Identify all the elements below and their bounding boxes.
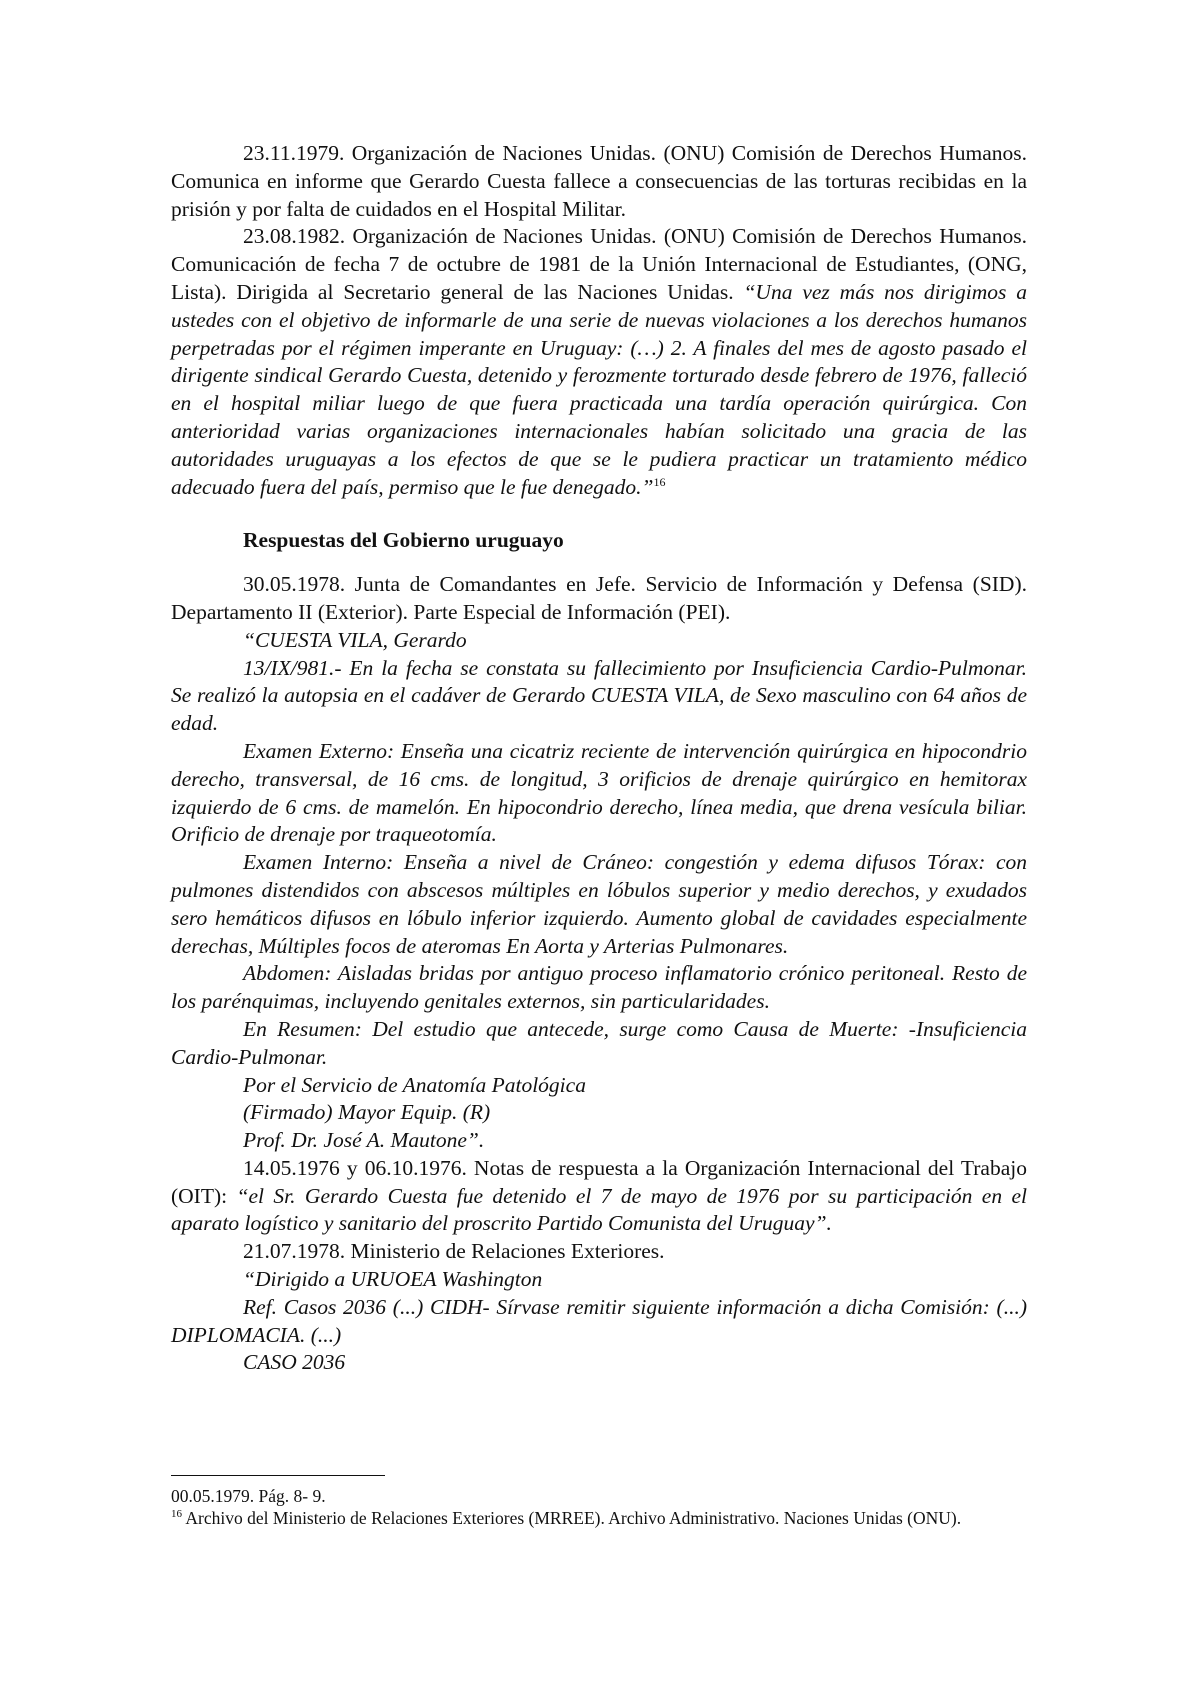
document-body bbox=[171, 140, 1027, 1377]
footnote-16 bbox=[171, 1507, 1027, 1529]
paragraph-p13 bbox=[171, 1155, 1027, 1238]
paragraph-p2 bbox=[171, 223, 1027, 501]
paragraph-p3 bbox=[171, 571, 1027, 627]
paragraph-p12 bbox=[171, 1127, 1027, 1155]
footnote-separator bbox=[171, 1475, 385, 1476]
paragraph-p8 bbox=[171, 960, 1027, 1016]
paragraph-p4 bbox=[171, 627, 1027, 655]
body-text: 21.07.1978. Ministerio de Relaciones Exteriores. bbox=[243, 1239, 665, 1264]
paragraph-p15 bbox=[171, 1266, 1027, 1294]
footnote-16-text: Archivo del Ministerio de Relaciones Exteriores (MRREE). Archivo Administrativo. Naciones Unidas (ONU). bbox=[185, 1508, 962, 1528]
paragraph-p1 bbox=[171, 140, 1027, 223]
quoted-text: Prof. Dr. José A. Mautone”. bbox=[243, 1128, 485, 1153]
paragraph-p17 bbox=[171, 1349, 1027, 1377]
quoted-text: Examen Interno: Enseña a nivel de Cráneo: congestión y edema difusos Tórax: con pulmones distendidos con abscesos múltiples en lóbulos superior y medio derechos, y exudados sero hemáticos difusos en lóbulo inferior izquierdo. Aumento global de cavidades especialmente derechas, Múltiples focos de ateromas En Aorta y Arterias Pulmonares. bbox=[171, 850, 1027, 958]
quoted-text: CASO 2036 bbox=[243, 1350, 346, 1375]
quoted-text: Abdomen: Aisladas bridas por antiguo proceso inflamatorio crónico peritoneal. Resto de los parénquimas, incluyendo genitales externos, sin particularidades. bbox=[171, 961, 1027, 1014]
body-text: 14.05.1976 y 06.10.1976. Notas de respuesta a la Organización Internacional del Trabajo (OIT): bbox=[171, 1155, 1027, 1208]
quoted-text: Por el Servicio de Anatomía Patológica bbox=[243, 1072, 586, 1097]
paragraph-p9 bbox=[171, 1016, 1027, 1072]
quoted-text: “Dirigido a URUOEA Washington bbox=[243, 1267, 543, 1292]
paragraph-p7 bbox=[171, 849, 1027, 960]
footnotes bbox=[171, 1485, 1027, 1529]
paragraph-p14 bbox=[171, 1238, 1027, 1266]
quoted-text: Ref. Casos 2036 (...) CIDH- Sírvase remitir siguiente información a dicha Comisión: (...) DIPLOMACIA. (...) bbox=[171, 1294, 1027, 1347]
footnote-16-marker: 16 bbox=[171, 1508, 182, 1521]
paragraph-p16 bbox=[171, 1294, 1027, 1350]
body-text: 23.08.1982. Organización de Naciones Unidas. (ONU) Comisión de Derechos Humanos. Comunicación de fecha 7 de octubre de 1981 de la Unión Internacional de Estudiantes, (ONG, Lista). Dirigida al Secretario general de las Naciones Unidas. bbox=[171, 224, 1027, 304]
paragraph-p10 bbox=[171, 1072, 1027, 1100]
section-heading bbox=[243, 527, 1027, 555]
quoted-text: Examen Externo: Enseña una cicatriz reciente de intervención quirúrgica en hipocondrio derecho, transversal, de 16 cms. de longitud, 3 orificios de drenaje quirúrgico en hemitorax izquierdo de 6 cms. de mamelón. En hipocondrio derecho, línea media, que drena vesícula biliar. Orificio de drenaje por traqueotomía. bbox=[171, 738, 1027, 847]
quoted-text: “CUESTA VILA, Gerardo bbox=[243, 627, 467, 652]
body-text: 23.11.1979. Organización de Naciones Unidas. (ONU) Comisión de Derechos Humanos. Comunica en informe que Gerardo Cuesta fallece a consecuencias de las torturas recibidas en la prisión y por falta de cuidados en el Hospital Militar. bbox=[171, 141, 1027, 221]
quoted-text: (Firmado) Mayor Equip. (R) bbox=[243, 1100, 491, 1125]
paragraph-p11 bbox=[171, 1099, 1027, 1127]
paragraph-p6 bbox=[171, 738, 1027, 849]
quoted-text: “el Sr. Gerardo Cuesta fue detenido el 7 de mayo de 1976 por su participación en el aparato logístico y sanitario del proscrito Partido Comunista del Uruguay”. bbox=[171, 1183, 1027, 1236]
body-text: 30.05.1978. Junta de Comandantes en Jefe. Servicio de Información y Defensa (SID). Departamento II (Exterior). Parte Especial de Información (PEI). bbox=[171, 572, 1027, 624]
paragraph-p5 bbox=[171, 655, 1027, 738]
footnote-continued: 00.05.1979. Pág. 8- 9. bbox=[171, 1486, 326, 1506]
quoted-text: En Resumen: Del estudio que antecede, surge como Causa de Muerte: -Insuficiencia Cardio-Pulmonar. bbox=[171, 1016, 1027, 1069]
footnote-reference: 16 bbox=[653, 474, 666, 489]
quoted-text: “Una vez más nos dirigimos a ustedes con el objetivo de informarle de una serie de nuevas violaciones a los derechos humanos perpetradas por el régimen imperante en Uruguay: (…) 2. A finales del mes de agosto pasado el dirigente sindical Gerardo Cuesta, detenido y ferozmente torturado desde febrero de 1976, falleció en el hospital miliar luego de que fuera practicada una tardía operación quirúrgica. Con anterioridad varias organizaciones internacionales habían solicitado una gracia de las autoridades uruguayas a los efectos de que se le pudiera practicar un tratamiento médico adecuado fuera del país, permiso que le fue denegado.” bbox=[171, 279, 1027, 499]
body-text: Respuestas del Gobierno uruguayo bbox=[243, 528, 564, 553]
quoted-text: 13/IX/981.- En la fecha se constata su fallecimiento por Insuficiencia Cardio-Pulmonar. Se realizó la autopsia en el cadáver de Gerardo CUESTA VILA, de Sexo masculino con 64 años de edad. bbox=[171, 655, 1027, 736]
